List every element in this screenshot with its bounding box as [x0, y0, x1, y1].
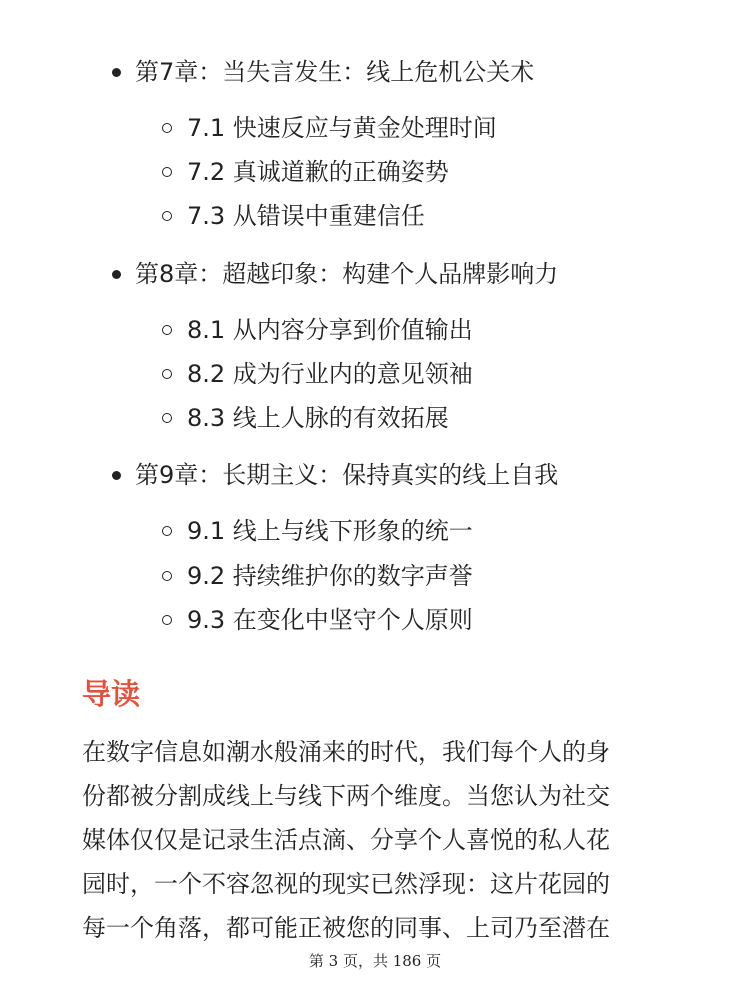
section-title: 7.3 从错误中重建信任: [187, 202, 425, 230]
toc-section-9-2[interactable]: [162, 559, 473, 593]
toc-section-7-2[interactable]: [162, 155, 449, 189]
paragraph-line: 份都被分割成线上与线下两个维度。当您认为社交: [82, 782, 610, 810]
intro-heading: 导读: [82, 677, 141, 711]
section-title: 9.3 在变化中坚守个人原则: [187, 606, 473, 634]
paragraph-line: 园时，一个不容忽视的现实已然浮现：这片花园的: [82, 870, 610, 898]
toc-section-8-2[interactable]: [162, 357, 473, 391]
toc-chapter-7[interactable]: [112, 55, 534, 89]
intro-paragraph: [82, 730, 682, 950]
hollow-bullet-icon: [162, 615, 172, 625]
hollow-bullet-icon: [162, 123, 172, 133]
chapter-title: 第8章：超越印象：构建个人品牌影响力: [135, 260, 559, 288]
paragraph-line: 在数字信息如潮水般涌来的时代，我们每个人的身: [82, 738, 610, 766]
chapter-title: 第9章：长期主义：保持真实的线上自我: [135, 461, 559, 489]
hollow-bullet-icon: [162, 526, 172, 536]
hollow-bullet-icon: [162, 571, 172, 581]
toc-section-7-1[interactable]: [162, 111, 497, 145]
section-title: 9.1 线上与线下形象的统一: [187, 517, 473, 545]
section-title: 7.1 快速反应与黄金处理时间: [187, 114, 497, 142]
chapter-title: 第7章：当失言发生：线上危机公关术: [135, 58, 535, 86]
hollow-bullet-icon: [162, 325, 172, 335]
page-number: 第 3 页，共 186 页: [308, 952, 442, 970]
hollow-bullet-icon: [162, 167, 172, 177]
paragraph-line: 媒体仅仅是记录生活点滴、分享个人喜悦的私人花: [82, 826, 610, 854]
filled-bullet-icon: [112, 68, 121, 77]
toc-section-7-3[interactable]: [162, 199, 425, 233]
section-title: 9.2 持续维护你的数字声誉: [187, 562, 473, 590]
toc-section-9-1[interactable]: [162, 514, 473, 548]
toc-section-9-3[interactable]: [162, 603, 473, 637]
hollow-bullet-icon: [162, 413, 172, 423]
filled-bullet-icon: [112, 270, 121, 279]
section-title: 8.2 成为行业内的意见领袖: [187, 360, 473, 388]
toc-chapter-9[interactable]: [112, 458, 558, 492]
toc-section-8-3[interactable]: [162, 401, 449, 435]
section-title: 8.3 线上人脉的有效拓展: [187, 404, 449, 432]
hollow-bullet-icon: [162, 211, 172, 221]
section-title: 7.2 真诚道歉的正确姿势: [187, 158, 449, 186]
toc-chapter-8[interactable]: [112, 257, 558, 291]
section-title: 8.1 从内容分享到价值输出: [187, 316, 473, 344]
filled-bullet-icon: [112, 471, 121, 480]
paragraph-line: 每一个角落，都可能正被您的同事、上司乃至潜在: [82, 914, 610, 942]
toc-section-8-1[interactable]: [162, 313, 473, 347]
hollow-bullet-icon: [162, 369, 172, 379]
